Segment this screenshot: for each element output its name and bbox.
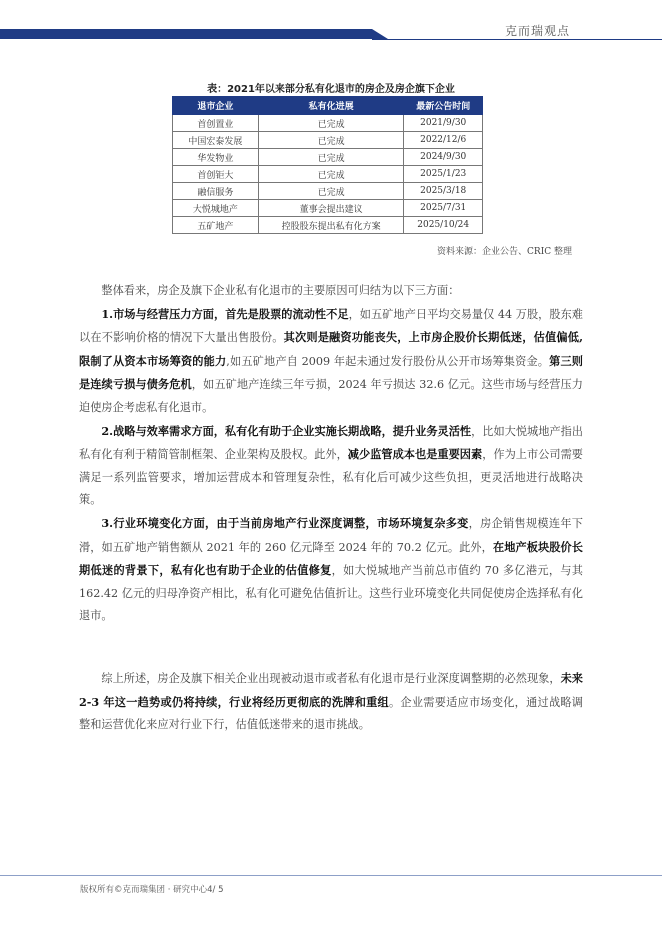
table-cell: 董事会提出建议 <box>258 200 404 217</box>
table-row <box>173 217 483 234</box>
bold-text: 其次则是融资功能丧失，上市房企股价长期低迷，估值偏低,限制了从资本市场筹资的能力 <box>79 330 583 368</box>
text-span: 综上所述，房企及旗下相关企业出现被动退市或者私有化退市是行业深度调整期的必然现象， <box>101 672 561 685</box>
table-row <box>173 183 483 200</box>
table-cell: 已完成 <box>258 166 404 183</box>
table-row <box>173 200 483 217</box>
table-row <box>173 166 483 183</box>
bold-text: 未来 2-3 年这一趋势或仍将持续，行业将经历更彻底的洗牌和重组 <box>79 671 583 709</box>
text-span: ，如五矿地产连续三年亏损，2024 年亏损达 32.6 亿元。这些市场与经营压力迫使房企考虑私有化退市。 <box>79 378 583 414</box>
table-cell: 2024/9/30 <box>404 149 483 166</box>
table-cell: 2025/10/24 <box>404 217 483 234</box>
column-header: 私有化进展 <box>258 97 404 115</box>
header-brand: 克而瑞观点 <box>504 24 570 38</box>
table-cell: 2022/12/6 <box>404 132 483 149</box>
text-span: ,如五矿地产自 2009 年起未通过发行股份从公开市场筹集资金。 <box>226 354 550 368</box>
text-span: 。企业需要适应市场变化，通过战略调整和运营优化来应对行业下行，估值低迷带来的退市挑战。 <box>79 695 583 732</box>
bold-text: 减少监管成本也是重要因素 <box>347 447 483 462</box>
text-span: ，如大悦城地产当前总市值约 70 多亿港元，与其 162.42 亿元的归母净资产相比，私有化可避免估值折让。这些行业环境变化共同促使房企选择私有化退市。 <box>79 564 583 623</box>
table-source-note: 资料来源：企业公告、CRIC 整理 <box>437 247 572 257</box>
table-row <box>173 132 483 149</box>
table-header-row <box>173 97 483 115</box>
table-cell: 2025/1/23 <box>404 166 483 183</box>
bold-text: 1.市场与经营压力方面，首先是股票的流动性不足 <box>101 306 349 321</box>
paragraph-intro: 整体看来，房企及旗下企业私有化退市的主要原因可归结为以下三方面： <box>101 284 460 297</box>
paragraph-market-pressure <box>79 303 583 420</box>
table-row <box>173 115 483 132</box>
bold-text: 3.行业环境变化方面，由于当前房地产行业深度调整，市场环境复杂多变 <box>101 515 469 530</box>
table-cell: 控股股东提出私有化方案 <box>258 217 404 234</box>
paragraph-industry-environment <box>79 512 583 628</box>
paragraph-conclusion <box>79 667 583 737</box>
column-header: 退市企业 <box>173 97 259 115</box>
table-cell: 首创钜大 <box>173 166 259 183</box>
text-span: ，如五矿地产日平均交易量仅 44 万股，股东难以在不影响价格的情况下大量出售股份。 <box>79 307 583 345</box>
table-row <box>173 149 483 166</box>
table-cell: 已完成 <box>258 132 404 149</box>
table-cell: 融信服务 <box>173 183 259 200</box>
text-span: ，作为上市公司需要满足一系列监管要求，增加运营成本和管理复杂性，私有化后可减少这些负担，更灵活地进行战略决策。 <box>79 448 583 507</box>
table-cell: 首创置业 <box>173 115 259 132</box>
footer-copyright: 版权所有©克而瑞集团 · 研究中心4/ 5 <box>80 885 224 895</box>
data-table <box>172 96 483 234</box>
body-main <box>79 280 583 628</box>
table-cell: 华发物业 <box>173 149 259 166</box>
text-span: ，比如大悦城地产指出私有化有利于精简管制框架、企业架构及股权。此外， <box>79 424 583 462</box>
table-cell: 2025/3/18 <box>404 183 483 200</box>
text-span: ，房企销售规模连年下滑，如五矿地产销售额从 2021 年的 260 亿元降至 2024 年的 70.2 亿元。此外， <box>79 516 583 554</box>
table-cell: 已完成 <box>258 183 404 200</box>
bold-text: 2.战略与效率需求方面，私有化有助于企业实施长期战略，提升业务灵活性 <box>101 423 472 438</box>
table-cell: 大悦城地产 <box>173 200 259 217</box>
table-title: 表：2021年以来部分私有化退市的房企及房企旗下企业 <box>207 84 455 95</box>
column-header: 最新公告时间 <box>404 97 483 115</box>
table-cell: 2025/7/31 <box>404 200 483 217</box>
table-cell: 中国宏泰发展 <box>173 132 259 149</box>
header-blue-band <box>0 29 388 39</box>
bold-text: 第三则是连续亏损与债务危机 <box>79 353 583 392</box>
bold-text: 在地产板块股价长期低迷的背景下，私有化也有助于企业的估值修复 <box>79 539 583 578</box>
paragraph-strategy-efficiency <box>79 420 583 512</box>
table-cell: 2021/9/30 <box>404 115 483 132</box>
table-cell: 已完成 <box>258 149 404 166</box>
table-cell: 五矿地产 <box>173 217 259 234</box>
footer-divider <box>0 875 662 876</box>
body-conclusion <box>79 667 583 737</box>
table-cell: 已完成 <box>258 115 404 132</box>
